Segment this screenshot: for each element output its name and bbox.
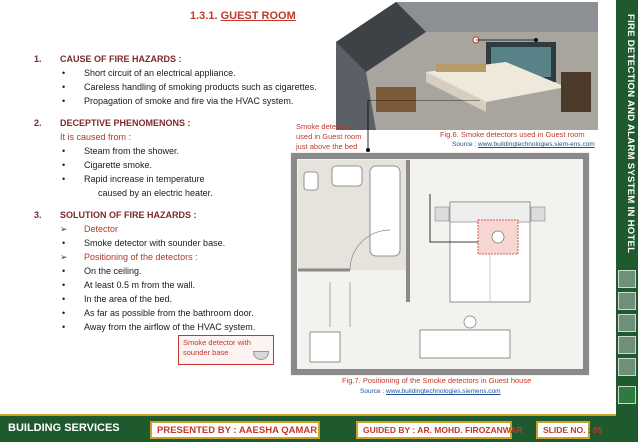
slide-number: SLIDE NO. : 05: [536, 421, 590, 439]
fig6-source: Source : www.buildingtechnologies.siem-ens.com: [452, 141, 595, 148]
thumbnail-icon: [618, 314, 636, 332]
list-item: • Cigarette smoke.: [34, 158, 364, 172]
title-number: 1.3.1.: [190, 10, 218, 22]
list-item: • Propagation of smoke and fire via the HVAC system.: [34, 94, 364, 108]
sidebar-title: FIRE DETECTION AND ALARM SYSTEM IN HOTEL: [625, 14, 636, 254]
list-item: • At least 0.5 m from the wall.: [34, 278, 364, 292]
list-item: • Smoke detector with sounder base.: [34, 236, 364, 250]
arrow-item-detector: ➢ Detector: [34, 222, 364, 236]
fig7-caption: Fig.7. Positioning of the Smoke detectors in Guest house: [342, 376, 532, 385]
thumbnail-icon: [618, 336, 636, 354]
list-item: • In the area of the bed.: [34, 292, 364, 306]
thumbnail-icon: [618, 292, 636, 310]
emblem-icon: [618, 386, 636, 404]
section-cause: [34, 52, 364, 108]
section-subheading: It is caused from :: [60, 132, 132, 142]
list-item: • Rapid increase in temperature: [34, 172, 364, 186]
list-item: • Steam from the shower.: [34, 144, 364, 158]
title-text: GUEST ROOM: [220, 10, 296, 22]
presented-by: PRESENTED BY : AAESHA QAMAR: [150, 421, 320, 439]
fig6-source-link[interactable]: www.buildingtechnologies.siem-ens.com: [478, 141, 595, 148]
fig7-source-link[interactable]: www.buildingtechnologies.siemens.com: [386, 388, 501, 395]
fig6-caption: Fig.6. Smoke detectors used in Guest room: [440, 130, 585, 139]
section-heading: 2. DECEPTIVE PHENOMENONS :: [34, 118, 191, 128]
footer-label: BUILDING SERVICES: [8, 422, 120, 434]
list-item: • On the ceiling.: [34, 264, 364, 278]
fig7-source: Source : www.buildingtechnologies.siemens.com: [360, 388, 501, 395]
list-item: • As far as possible from the bathroom door.: [34, 306, 364, 320]
list-item: • Away from the airflow of the HVAC system.: [34, 320, 364, 334]
list-item: • Careless handling of smoking products such as cigarettes.: [34, 80, 364, 94]
arrow-item-positioning: ➢ Positioning of the detectors :: [34, 250, 364, 264]
smoke-detector-label: Smoke detector with sounder base: [178, 335, 274, 365]
smoke-detector-icon: [253, 351, 269, 360]
thumbnail-icon: [618, 270, 636, 288]
fig6-annotation: Smoke detectors used in Guest room just above the bed: [296, 122, 362, 151]
guest-room-floorplan: [290, 152, 590, 376]
section-heading: 3. SOLUTION OF FIRE HAZARDS :: [34, 210, 197, 220]
list-item-continuation: caused by an electric heater.: [98, 188, 213, 198]
smoke-detector-icon: [492, 231, 504, 243]
page-title: [190, 10, 296, 22]
thumbnail-icon: [618, 358, 636, 376]
section-heading: 1. CAUSE OF FIRE HAZARDS :: [34, 54, 182, 64]
guided-by: GUIDED BY : AR. MOHD. FIROZANWAR: [356, 421, 512, 439]
footer-bar: [0, 414, 616, 442]
right-sidebar: [616, 0, 638, 442]
list-item: • Short circuit of an electrical appliance.: [34, 66, 364, 80]
